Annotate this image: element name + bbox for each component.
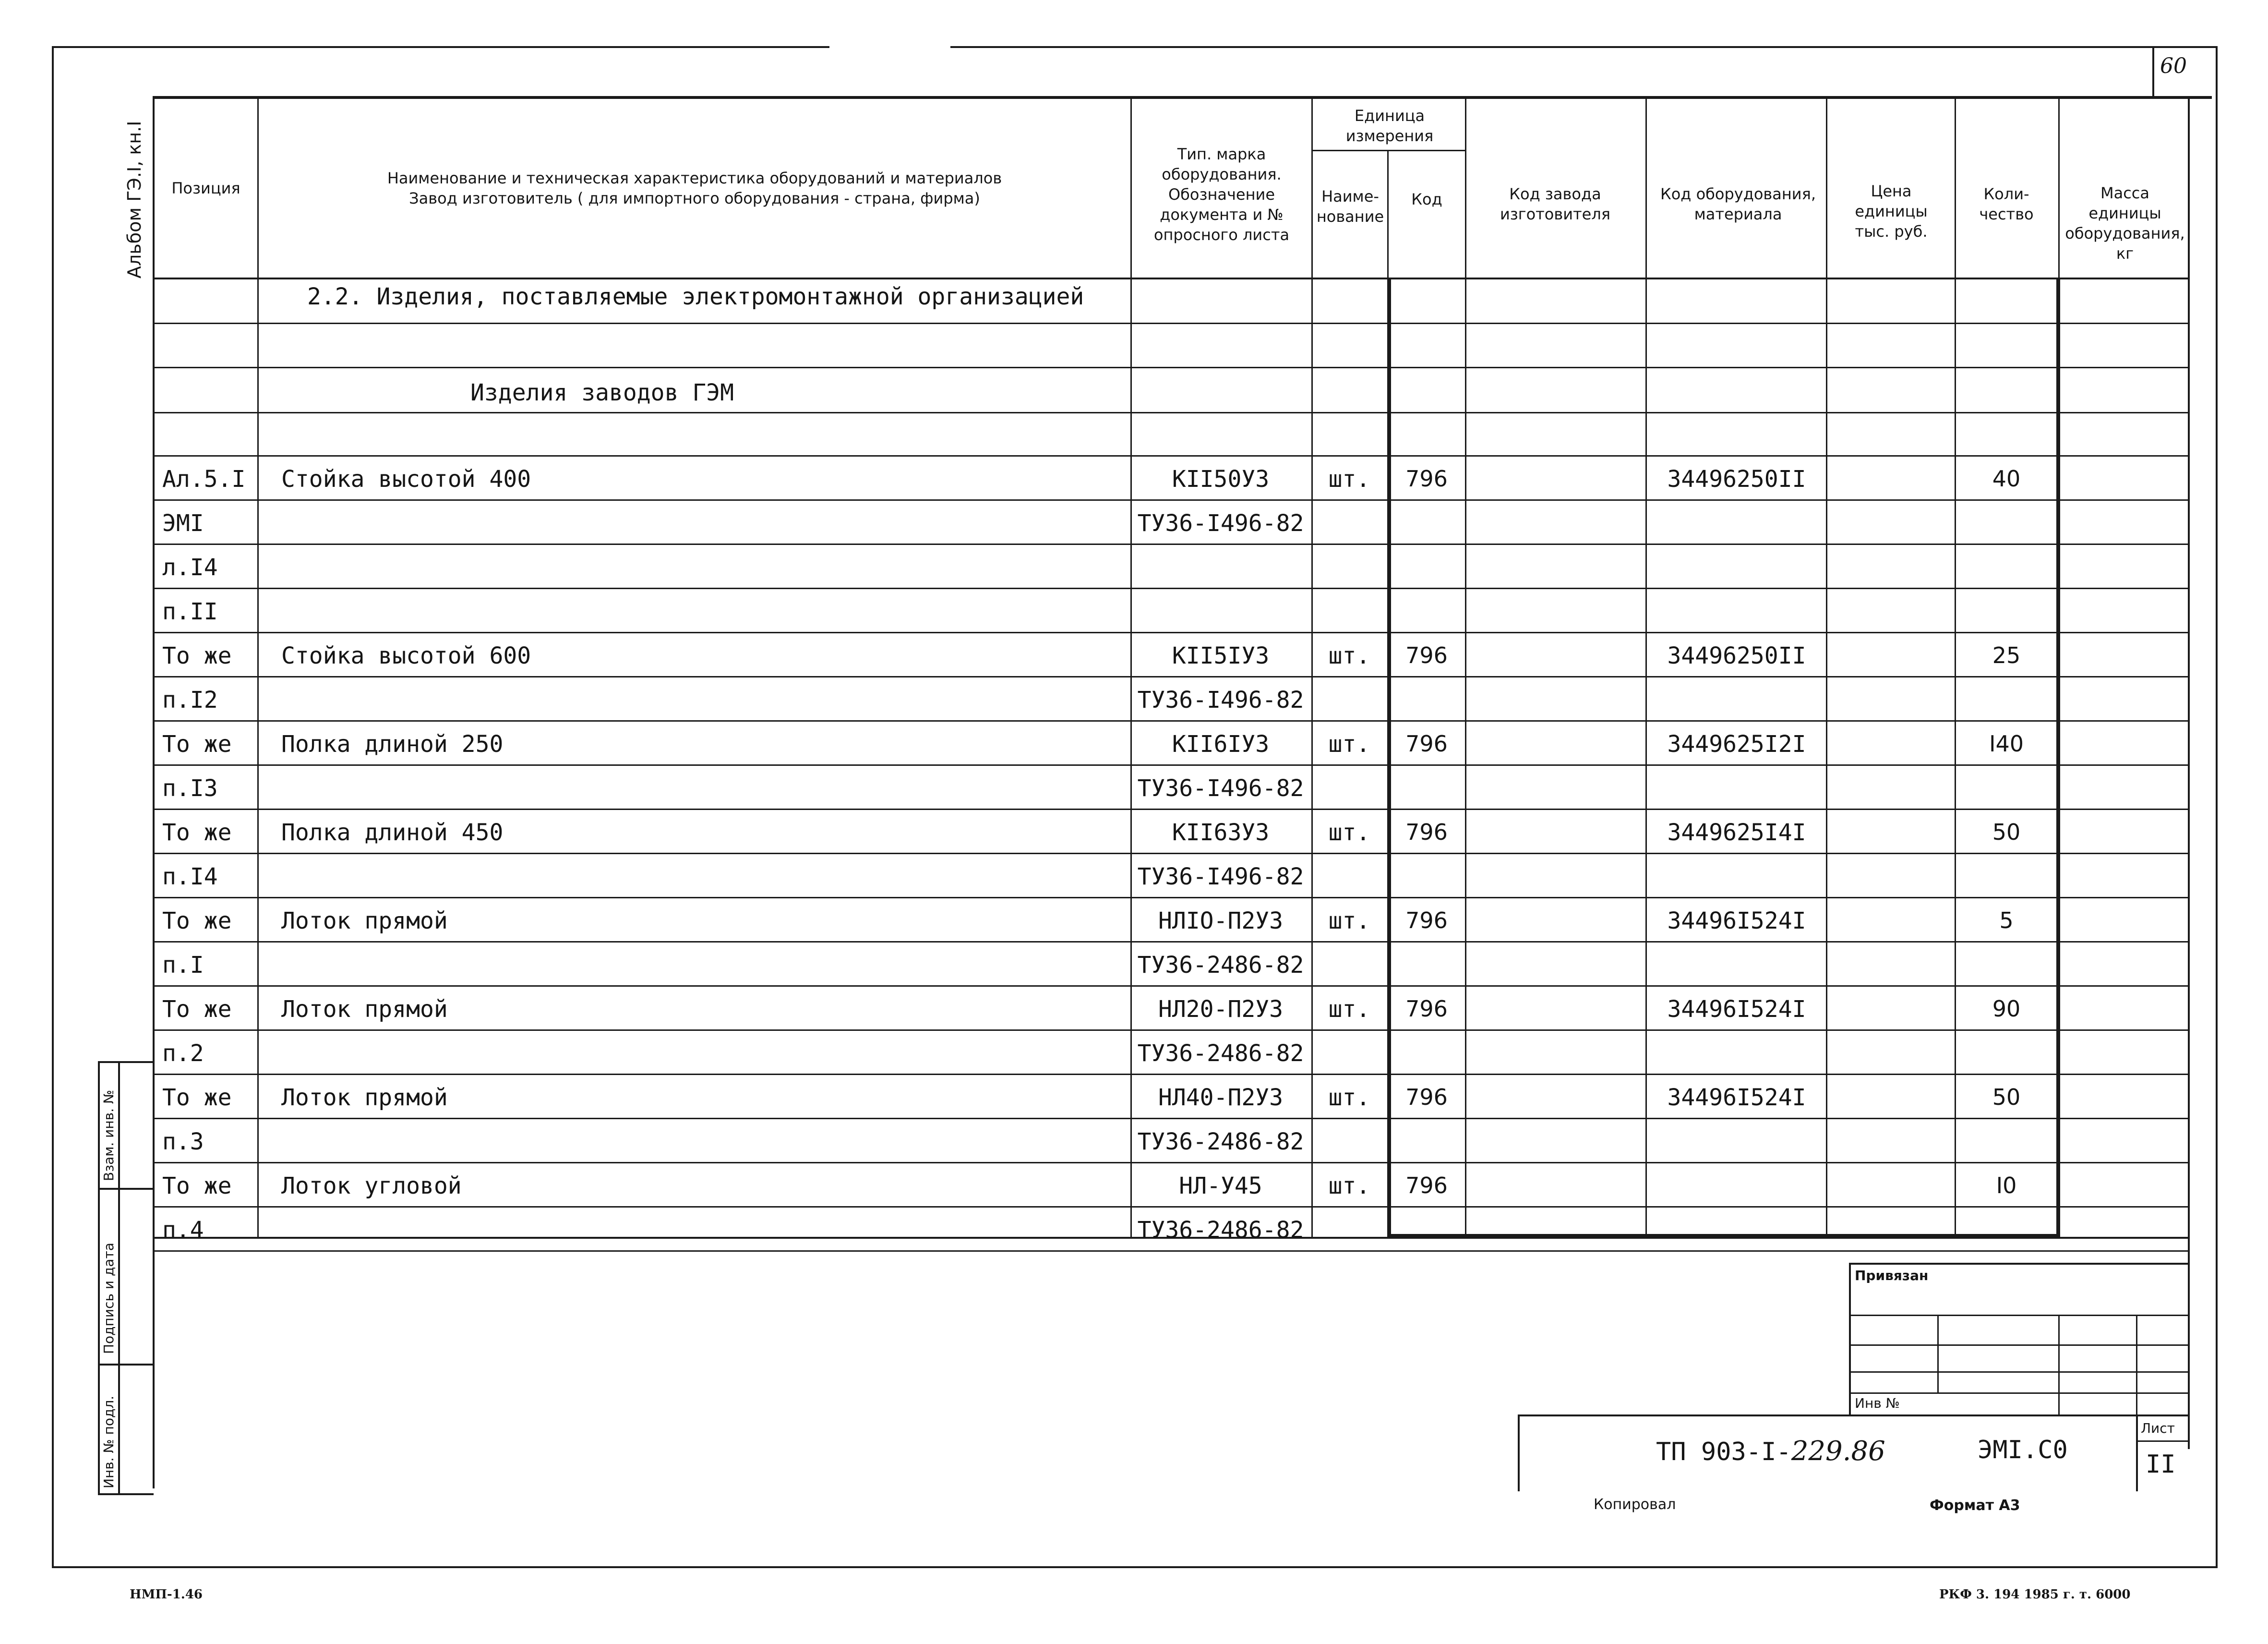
cell-pos: п.I3 xyxy=(162,775,218,802)
cell-name: Лоток прямой xyxy=(281,996,448,1023)
cell-code: 796 xyxy=(1405,1084,1448,1110)
stamp-sheet-number: II xyxy=(2146,1450,2176,1479)
row-rule xyxy=(155,764,2188,766)
section-title: 2.2. Изделия, поставляемые электромонтажной организацией xyxy=(307,283,1084,310)
cell-pos: То же xyxy=(162,642,232,669)
cell-pos: То же xyxy=(162,1084,232,1111)
row-rule xyxy=(155,455,2188,457)
cell-name: Лоток прямой xyxy=(281,907,448,934)
frame-top-left xyxy=(52,46,829,48)
row-rule xyxy=(155,676,2188,677)
cell-eq-code: 34496250II xyxy=(1667,466,1806,493)
cell-type: НЛIО-П2У3 xyxy=(1158,907,1284,934)
cell-eq-code: 34496250II xyxy=(1667,642,1806,669)
row-rule xyxy=(155,412,2188,413)
cell-pos: То же xyxy=(162,1173,232,1199)
row-rule xyxy=(155,632,2188,633)
cell-name: Лоток прямой xyxy=(281,1084,448,1111)
cell-unit: шт. xyxy=(1328,996,1370,1023)
cell-type: ТУ36-2486-82 xyxy=(1137,952,1304,979)
row-rule xyxy=(155,1206,2188,1208)
cell-code: 796 xyxy=(1405,731,1448,757)
cell-qty: 25 xyxy=(1992,642,2021,668)
stamp-doc-number-hand: 229.86 xyxy=(1791,1436,1885,1467)
cell-pos: ЭМI xyxy=(162,510,204,537)
row-rule xyxy=(155,809,2188,810)
row-rule xyxy=(155,1074,2188,1075)
table-left xyxy=(153,96,155,1488)
cell-pos: То же xyxy=(162,731,232,758)
cell-type: НЛ40-П2У3 xyxy=(1158,1084,1284,1111)
cell-type: ТУ36-2486-82 xyxy=(1137,1040,1304,1067)
row-rule xyxy=(155,941,2188,943)
header-factory-code: Код завода изготовителя xyxy=(1500,185,1611,223)
cell-qty: 5 xyxy=(1999,907,2014,933)
page-number: 60 xyxy=(2160,54,2187,78)
cell-qty: 40 xyxy=(1992,466,2021,492)
stamp-doc-code: ЭМI.С0 xyxy=(1978,1436,2068,1464)
cell-qty: I0 xyxy=(1996,1173,2017,1198)
frame-bottom xyxy=(52,1566,2218,1568)
cell-name: Лоток угловой xyxy=(281,1173,462,1199)
cell-type: ТУ36-I496-82 xyxy=(1137,863,1304,890)
copied-label: Копировал xyxy=(1594,1496,1676,1513)
stamp-attached-label: Привязан xyxy=(1855,1268,1929,1283)
row-rule xyxy=(155,1162,2188,1163)
cell-code: 796 xyxy=(1405,466,1448,492)
stamp-doc-number-prefix: ТП 903-I- xyxy=(1656,1438,1791,1466)
row-rule xyxy=(155,499,2188,501)
cell-unit: шт. xyxy=(1328,1084,1370,1111)
cell-type: КII6IУ3 xyxy=(1172,731,1270,758)
cell-eq-code: 34496I524I xyxy=(1667,996,1806,1023)
row-rule xyxy=(155,367,2188,368)
cell-code: 796 xyxy=(1405,1173,1448,1198)
cell-type: ТУ36-I496-82 xyxy=(1137,775,1304,802)
header-unit-price: Цена единицы тыс. руб. xyxy=(1855,182,1928,241)
cell-eq-code: 3449625I2I xyxy=(1667,731,1806,758)
header-unit: Единица измерения xyxy=(1345,107,1434,145)
cell-name: Стойка высотой 600 xyxy=(281,642,531,669)
header-name-line1: Наименование и техническая характеристика оборудований и материалов xyxy=(387,169,1002,187)
cell-unit: шт. xyxy=(1328,731,1370,758)
header-mass: Масса единицы оборудования, кг xyxy=(2065,184,2185,263)
row-rule xyxy=(155,897,2188,898)
cell-type: ТУ36-2486-82 xyxy=(1137,1217,1304,1244)
row-rule xyxy=(155,323,2188,324)
cell-pos: п.4 xyxy=(162,1217,204,1244)
cell-type: НЛ20-П2У3 xyxy=(1158,996,1284,1023)
stamp-inv-label: Инв № xyxy=(1855,1395,1900,1411)
row-rule xyxy=(155,720,2188,722)
cell-eq-code: 34496I524I xyxy=(1667,907,1806,934)
cell-code: 796 xyxy=(1405,642,1448,668)
cell-eq-code: 34496I524I xyxy=(1667,1084,1806,1111)
header-name xyxy=(259,99,1130,278)
cell-unit: шт. xyxy=(1328,642,1370,669)
cell-name: Полка длиной 450 xyxy=(281,819,504,846)
cell-qty: 50 xyxy=(1992,819,2021,845)
cell-unit: шт. xyxy=(1328,907,1370,934)
cell-pos: п.II xyxy=(162,598,218,625)
header-name-line2: Завод изготовитель ( для импортного оборудования - страна, фирма) xyxy=(409,189,980,207)
footer-left: НМП-1.46 xyxy=(130,1587,203,1602)
cell-eq-code: 3449625I4I xyxy=(1667,819,1806,846)
row-rule xyxy=(155,1029,2188,1031)
frame-left xyxy=(52,46,54,1568)
row-rule xyxy=(155,544,2188,545)
row-rule xyxy=(155,985,2188,987)
cell-code: 796 xyxy=(1405,996,1448,1022)
cell-pos: п.I xyxy=(162,952,204,979)
cell-pos: Ал.5.I xyxy=(162,466,246,493)
header-position: Позиция xyxy=(171,179,240,197)
side-original-inv: Инв. № подл. xyxy=(101,1395,117,1488)
cell-pos: п.3 xyxy=(162,1128,204,1155)
frame-top-right xyxy=(950,46,2218,48)
cell-type: КII50У3 xyxy=(1172,466,1270,493)
cell-pos: п.I2 xyxy=(162,687,218,713)
cell-type: ТУ36-2486-82 xyxy=(1137,1128,1304,1155)
frame-right xyxy=(2216,46,2218,1568)
cell-code: 796 xyxy=(1405,819,1448,845)
cell-pos: п.I4 xyxy=(162,863,218,890)
header-quantity: Коли- чество xyxy=(1979,185,2034,223)
cell-type: ТУ36-I496-82 xyxy=(1137,687,1304,713)
cell-code: 796 xyxy=(1405,907,1448,933)
subsection-title: Изделия заводов ГЭМ xyxy=(470,379,734,406)
table-right xyxy=(2188,96,2190,1449)
cell-type: КII5IУ3 xyxy=(1172,642,1270,669)
cell-qty: 50 xyxy=(1992,1084,2021,1110)
cell-type: КII63У3 xyxy=(1172,819,1270,846)
row-rule xyxy=(155,853,2188,854)
cell-unit: шт. xyxy=(1328,819,1370,846)
cell-pos: То же xyxy=(162,819,232,846)
cell-name: Стойка высотой 400 xyxy=(281,466,531,493)
format-label: Формат А3 xyxy=(1930,1497,2020,1514)
cell-type: ТУ36-I496-82 xyxy=(1137,510,1304,537)
cell-pos: п.2 xyxy=(162,1040,204,1067)
cell-type: НЛ-У45 xyxy=(1179,1173,1262,1199)
album-label: Альбом ГЭ.I, кн.I xyxy=(124,121,145,278)
header-unit-name: Наиме- нование xyxy=(1316,187,1384,226)
row-rule xyxy=(155,588,2188,589)
cell-pos: л.I4 xyxy=(162,554,218,581)
footer-right: РКФ 3. 194 1985 г. т. 6000 xyxy=(1939,1587,2131,1602)
cell-pos: То же xyxy=(162,996,232,1023)
cell-qty: I40 xyxy=(1989,731,2024,757)
header-equipment-code: Код оборудования, материала xyxy=(1660,185,1816,223)
side-signature-date: Подпись и дата xyxy=(101,1243,117,1354)
side-replaced-inv: Взам. инв. № xyxy=(101,1089,117,1181)
row-rule xyxy=(155,1118,2188,1119)
cell-unit: шт. xyxy=(1328,466,1370,493)
header-unit-code: Код xyxy=(1411,190,1442,208)
cell-pos: То же xyxy=(162,907,232,934)
header-type-mark: Тип. марка оборудования. Обозначение документа и № опросного листа xyxy=(1153,145,1290,244)
stamp-sheet-label: Лист xyxy=(2141,1420,2175,1436)
row-rule xyxy=(155,1250,2188,1252)
stamp-doc-number xyxy=(1656,1436,1885,1467)
cell-name: Полка длиной 250 xyxy=(281,731,504,758)
cell-unit: шт. xyxy=(1328,1173,1370,1199)
cell-qty: 90 xyxy=(1992,996,2021,1022)
